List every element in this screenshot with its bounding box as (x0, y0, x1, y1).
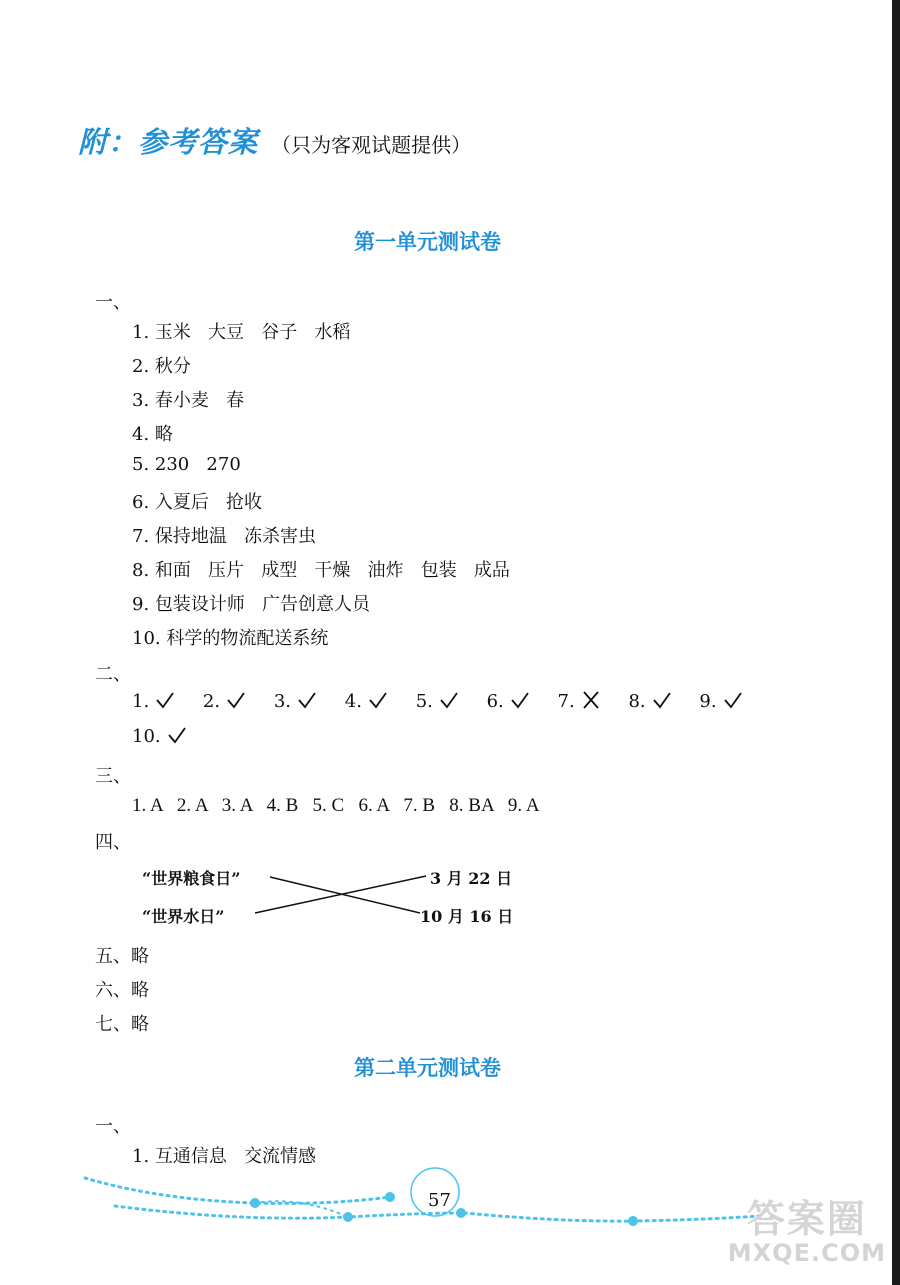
judgement-item: 5. (416, 691, 459, 712)
unit1-s2-label: 二、 (95, 664, 131, 685)
judgement-item: 7. (558, 691, 601, 712)
judgement-item: 3. (274, 691, 317, 712)
match-right-2: 10 月 16 日 (420, 907, 514, 926)
unit1-s1-item-10: 10. 科学的物流配送系统 (132, 628, 329, 649)
judgement-item: 8. (628, 691, 671, 712)
unit1-s1-item-6: 6. 入夏后 抢收 (132, 492, 263, 513)
unit1-s7: 七、略 (95, 1014, 149, 1035)
unit1-s3-label: 三、 (95, 766, 131, 787)
unit1-s1-item-1: 1. 玉米 大豆 谷子 水稻 (132, 322, 351, 343)
watermark-logo: 答案圈 (746, 1197, 867, 1241)
unit2-s1-label: 一、 (95, 1116, 131, 1137)
watermark-url: MXQE.COM (727, 1239, 886, 1267)
unit1-s1-item-4: 4. 略 (132, 424, 173, 445)
unit1-s1-item-5: 5. 230 270 (132, 454, 241, 475)
match-left-2: “世界水日” (142, 907, 225, 926)
unit2-s1-item-1: 1. 互通信息 交流情感 (132, 1146, 317, 1167)
unit2-title: 第二单元测试卷 (354, 1056, 501, 1080)
unit1-s1-label: 一、 (95, 292, 131, 313)
judgement-item: 10. (132, 726, 187, 747)
unit1-s1-item-3: 3. 春小麦 春 (132, 390, 245, 411)
unit1-s6: 六、略 (95, 980, 149, 1001)
judgement-item: 2. (203, 691, 246, 712)
unit1-s4-label: 四、 (95, 832, 131, 853)
unit1-s1-item-9: 9. 包装设计师 广告创意人员 (132, 594, 371, 615)
match-right-1: 3 月 22 日 (430, 869, 513, 888)
match-left-1: “世界粮食日” (142, 869, 241, 888)
unit1-s1-item-8: 8. 和面 压片 成型 干燥 油炸 包装 成品 (132, 560, 510, 581)
page-number: 57 (428, 1190, 451, 1211)
header-note: （只为客观试题提供） (271, 133, 472, 157)
unit1-s1-item-2: 2. 秋分 (132, 356, 191, 377)
header-title: 附：参考答案 (78, 125, 259, 159)
choice-answers: 1. A 2. A 3. A 4. B 5. C 6. A 7. B 8. BA 9. A (132, 795, 540, 816)
unit1-title: 第一单元测试卷 (354, 230, 501, 254)
unit1-s5: 五、略 (95, 946, 149, 967)
judgement-item: 4. (345, 691, 388, 712)
judgement-item: 6. (487, 691, 530, 712)
watermark (728, 1188, 886, 1267)
judgement-item: 9. (699, 691, 742, 712)
unit1-s1-item-7: 7. 保持地温 冻杀害虫 (132, 526, 317, 547)
judgement-item: 1. (132, 691, 175, 712)
